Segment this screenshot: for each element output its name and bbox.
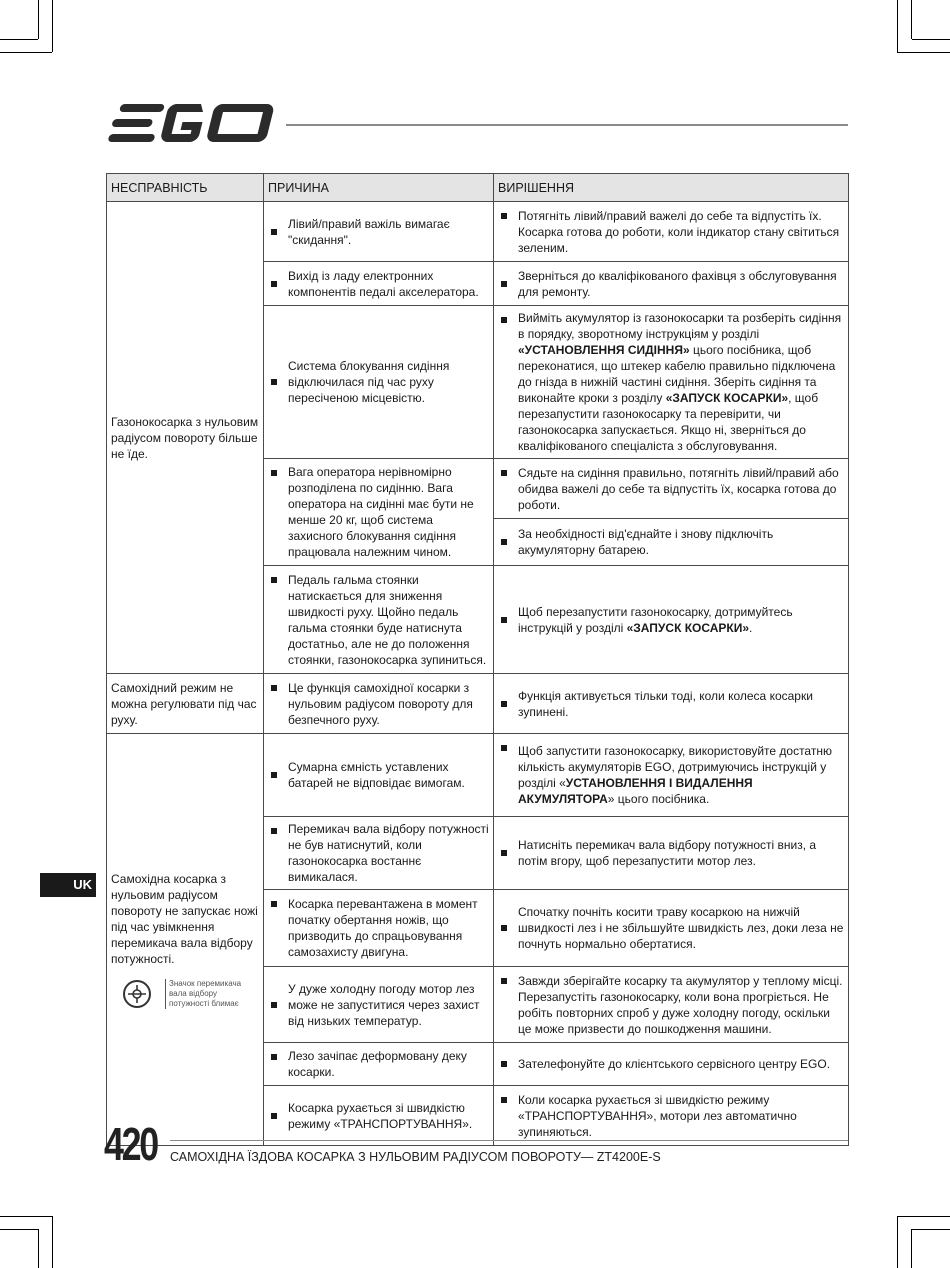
cause-cell: Перемикач вала відбору потужності не був натиснутий, коли газонокосарка востаннє вимикалася. xyxy=(264,817,494,890)
solution-cell xyxy=(494,734,849,817)
section-reference: УСТАНОВЛЕННЯ І ВИДАЛЕННЯ АКУМУЛЯТОРА xyxy=(518,776,753,806)
cause-cell: Лівий/правий важіль вимагає "скидання". xyxy=(264,202,494,262)
header-solution: ВИРІШЕННЯ xyxy=(494,174,849,202)
crop-mark xyxy=(897,0,898,52)
footer-title: САМОХІДНА ЇЗДОВА КОСАРКА З НУЛЬОВИМ РАДІУСОМ ПОВОРОТУ— ZT4200E-S xyxy=(170,1150,661,1164)
cause-cell: Косарка рухається зі швидкістю режиму «ТРАНСПОРТУВАННЯ». xyxy=(264,1086,494,1146)
solution-cell xyxy=(494,566,849,674)
fault-text: Самохідна косарка з нульовим радіусом повороту не запускає ножі під час увімкнення перемикача вала відбору потужності. xyxy=(111,871,258,966)
pto-indicator-note xyxy=(111,979,259,1009)
section-reference: «ЗАПУСК КОСАРКИ» xyxy=(665,391,789,405)
table-row xyxy=(107,674,849,734)
crop-mark xyxy=(38,0,39,39)
cause-cell: Вага оператора нерівномірно розподілена по сидінню. Вага оператора на сидінні має бути не менше 20 кг, щоб система захисного блокування сидіння працювала належним чином. xyxy=(264,459,494,566)
header-rule xyxy=(286,124,848,126)
footer-rule xyxy=(170,1140,848,1141)
solution-cell: Зателефонуйте до клієнтського сервісного центру EGO. xyxy=(494,1043,849,1086)
troubleshooting-table xyxy=(106,173,849,1146)
ego-logo xyxy=(106,100,278,146)
solution-text: . xyxy=(749,620,753,635)
solution-cell: Зверніться до кваліфікованого фахівця з обслуговування для ремонту. xyxy=(494,262,849,306)
crop-mark xyxy=(912,1229,950,1230)
crop-mark xyxy=(0,52,52,53)
fault-cell: Самохідний режим не можна регулювати під час руху. xyxy=(107,674,264,734)
cause-cell: У дуже холодну погоду мотор лез може не запуститися через захист від низьких температур. xyxy=(264,967,494,1043)
crop-mark xyxy=(897,52,950,53)
solution-cell: Коли косарка рухається зі швидкістю режиму «ТРАНСПОРТУВАННЯ», мотори лез автоматично зупиняються. xyxy=(494,1086,849,1146)
solution-cell: Потягніть лівий/правий важелі до себе та відпустіть їх. Косарка готова до роботи, коли індикатор стану світиться зеленим. xyxy=(494,202,849,262)
crop-mark xyxy=(911,1229,912,1268)
page-number: 420 xyxy=(104,1118,157,1170)
solution-cell: Спочатку почніть косити траву косаркою на нижчій швидкості лез і не збільшуйте швидкість лез, доки леза не почнуть нормально обертатися. xyxy=(494,890,849,967)
solution-text: , щоб перезапустити газонокосарку та перевірити, чи газонокосарка запускається. Якщо ні, зверніться до кваліфікованого спеціаліста з обслуговування. xyxy=(518,391,819,453)
crop-mark xyxy=(38,1229,39,1268)
crop-mark xyxy=(52,1216,53,1268)
fault-cell xyxy=(107,734,264,1146)
fault-cell: Газонокосарка з нульовим радіусом повороту більше не їде. xyxy=(107,202,264,674)
section-reference: «УСТАНОВЛЕННЯ СИДІННЯ» xyxy=(518,343,690,357)
cause-cell: Педаль гальма стоянки натискається для зниження швидкості руху. Щойно педаль гальма стоянки буде натиснута достатньо, але не до положення стоянки, газонокосарка зупиниться. xyxy=(264,566,494,674)
crop-mark xyxy=(0,1229,38,1230)
table-row xyxy=(107,202,849,262)
cause-cell: Косарка перевантажена в момент початку обертання ножів, що призводить до спрацьовування самозахисту двигуна. xyxy=(264,890,494,967)
pto-note-text: Значок перемикача вала відбору потужності блимає xyxy=(165,979,259,1009)
solution-cell: Функція активується тільки тоді, коли колеса косарки зупинені. xyxy=(494,674,849,734)
section-reference: «ЗАПУСК КОСАРКИ» xyxy=(626,620,750,635)
crop-mark xyxy=(52,0,53,52)
table-row xyxy=(107,734,849,817)
header-cause: ПРИЧИНА xyxy=(264,174,494,202)
crop-mark xyxy=(0,1216,52,1217)
solution-text: цього посібника, щоб переконатися, що штекер кабелю правильно підключена до гнізда в нижній частині сидіння. Зберіть сидіння та виконайте кроки з розділу xyxy=(518,343,836,405)
crop-mark xyxy=(897,1216,898,1268)
crop-mark xyxy=(0,39,38,40)
crop-mark xyxy=(912,39,950,40)
crop-mark xyxy=(911,0,912,39)
cause-cell: Лезо зачіпає деформовану деку косарки. xyxy=(264,1043,494,1086)
solution-cell: Сядьте на сидіння правильно, потягніть лівий/правий або обидва важелі до себе та відпустіть їх, косарка готова до роботи. xyxy=(494,459,849,519)
solution-cell: Натисніть перемикач вала відбору потужності вниз, а потім вгору, щоб перезапустити мотор лез. xyxy=(494,817,849,890)
solution-text: Щоб перезапустити газонокосарку, дотримуйтесь інструкцій у розділі xyxy=(518,604,793,635)
solution-cell xyxy=(494,306,849,459)
header-fault: НЕСПРАВНІСТЬ xyxy=(107,174,264,202)
solution-text: » цього посібника. xyxy=(607,792,710,806)
solution-cell: За необхідності від'єднайте і знову підключіть акумуляторну батарею. xyxy=(494,519,849,566)
solution-text: Щоб запустити газонокосарку, використовуйте достатню кількість акумуляторів EGO, дотримуючись інструкцій у розділі « xyxy=(518,744,832,790)
cause-cell: Це функція самохідної косарки з нульовим радіусом повороту для безпечного руху. xyxy=(264,674,494,734)
cause-cell: Сумарна ємність уставлених батарей не відповідає вимогам. xyxy=(264,734,494,817)
solution-text: Вийміть акумулятор із газонокосарки та розберіть сидіння в порядку, зворотному інструкціям у розділі xyxy=(518,311,842,341)
crop-mark xyxy=(897,1216,950,1217)
table-header-row xyxy=(107,174,849,202)
language-tab: UK xyxy=(40,873,96,897)
cause-cell: Система блокування сидіння відключилася під час руху пересіченою місцевістю. xyxy=(264,306,494,459)
cause-cell: Вихід із ладу електронних компонентів педалі акселератора. xyxy=(264,262,494,306)
pto-blade-icon xyxy=(123,980,151,1008)
solution-cell: Завжди зберігайте косарку та акумулятор у теплому місці. Перезапустіть газонокосарку, коли вона прогріється. Не робіть повторних спроб у дуже холодну погоду, оскільки це може призвести до пошкодження машини. xyxy=(494,967,849,1043)
